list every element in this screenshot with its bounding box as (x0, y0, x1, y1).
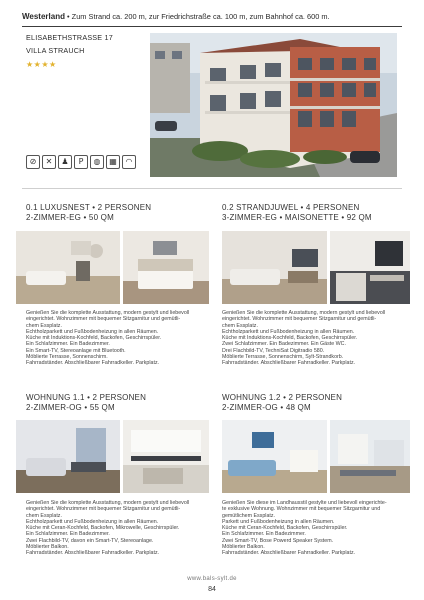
description-line: Genießen Sie diese im Landhausstil gestylte und liebevoll eingerichte- (222, 500, 387, 506)
description-line: Fahrradständer. Abschließbarer Fahrradkeller. Parkplatz. (222, 360, 356, 367)
location-name: Westerland (22, 12, 65, 21)
description-line: Möblierter Balkon. (222, 544, 265, 551)
unit-photos (16, 231, 209, 304)
unit-description (26, 500, 216, 557)
description-line: Küche mit Ceran-Kochfeld, Backofen, Geschirrspüler. (222, 525, 348, 532)
unit-title: 0.2 STRANDJUWEL • 4 PERSONEN (222, 203, 360, 212)
property-name: VILLA STRAUCH (26, 46, 85, 55)
unit-photos (222, 420, 410, 493)
dishwasher-icon: ▦ (106, 155, 120, 169)
unit-title: WOHNUNG 1.1 • 2 PERSONEN (26, 393, 147, 402)
description-line: Echtholzparkett und Fußbodenheizung in allen Räumen. (26, 518, 159, 525)
description-line: Fahrradständer. Abschließbarer Fahrradkeller. Parkplatz. (222, 550, 356, 557)
no-pets-icon: ✕ (42, 155, 56, 169)
wifi-icon: ◠ (122, 155, 136, 169)
unit-title: 0.1 LUXUSNEST • 2 PERSONEN (26, 203, 152, 212)
unit-subtitle: 2-ZIMMER-EG • 50 QM (26, 213, 114, 222)
description-line: Küche mit Induktions-Kochfeld, Backofen, Geschirrspüler. (26, 335, 162, 342)
description-line: eingerichtet. Wohnzimmer mit bequemer Sitzgarnitur und gemütli- (26, 316, 181, 323)
description-line: Zwei Schlafzimmer. Ein Badezimmer. Ein Gäste WC. (222, 341, 346, 348)
description-line: Echtholzparkett und Fußbodenheizung in allen Räumen. (26, 328, 159, 335)
description-line: Ein Schlafzimmer. Ein Badezimmer. (26, 531, 110, 538)
description-line: Ein Schlafzimmer. Ein Badezimmer. (222, 531, 306, 538)
washing-machine-icon: ◍ (90, 155, 104, 169)
no-smoking-icon: ⊘ (26, 155, 40, 169)
kitchen-photo (330, 420, 410, 493)
description-line: Ein Smart-TV, Stereoanlage mit Bluetooth. (26, 347, 126, 354)
description-line: Küche mit Induktions-Kochfeld, Backofen, Geschirrspüler. (222, 335, 358, 342)
description-line: Drei Flachbild-TV, TechniSat Digitradio 580. (222, 347, 325, 354)
amenity-icons (26, 155, 136, 169)
description-line: Fahrradständer. Abschließbarer Fahrradkeller. Parkplatz. (26, 550, 160, 557)
header-divider (22, 26, 402, 27)
unit-description (26, 310, 216, 367)
description-line: Möblierte Terrasse, Sonnenschirm, Sylt-Strandkorb. (222, 354, 344, 361)
description-line: Ein Schlafzimmer. Ein Badezimmer. (26, 341, 110, 348)
description-line: te exklusive Wohnung. Wohnzimmer mit bequemer Sitzgarnitur und (222, 506, 381, 513)
unit-subtitle: 2-ZIMMER-OG • 48 QM (222, 403, 311, 412)
location-distances: • Zum Strand ca. 200 m, zur Friedrichstraße ca. 100 m, zum Bahnhof ca. 600 m. (64, 12, 330, 21)
unit-description (222, 310, 412, 367)
living-room-photo (222, 420, 327, 493)
website-url[interactable]: www.bals-sylt.de (187, 576, 237, 582)
description-line: Parkett und Fußbodenheizung in allen Räumen. (222, 518, 335, 525)
description-line: eingerichtet. Wohnzimmer mit bequemer Sitzgarnitur und gemütli- (26, 506, 181, 513)
description-line: chem Essplatz. (222, 322, 258, 329)
section-divider (22, 188, 402, 189)
unit-subtitle: 2-ZIMMER-OG • 55 QM (26, 403, 115, 412)
unit-title: WOHNUNG 1.2 • 2 PERSONEN (222, 393, 343, 402)
description-line: Küche mit Ceran-Kochfeld, Backofen, Mikrowelle, Geschirrspüler. (26, 525, 180, 532)
property-address: ELISABETHSTRASSE 17 (26, 33, 113, 42)
description-line: Möblierter Balkon. (26, 544, 69, 551)
description-line: Fahrradständer. Abschließbarer Fahrradkeller. Parkplatz. (26, 360, 160, 367)
living-room-photo (16, 231, 120, 304)
description-line: Zwei Flachbild-TV, davon ein Smart-TV, Stereoanlage. (26, 537, 154, 544)
description-line: Genießen Sie die komplette Ausstattung, modern gestylt und liebevoll (26, 500, 190, 506)
bedroom-photo (123, 231, 209, 304)
description-line: Echtholzparkett und Fußbodenheizung in allen Räumen. (222, 328, 355, 335)
living-room-photo (222, 231, 327, 304)
living-room-photo (16, 420, 120, 493)
unit-photos (16, 420, 209, 493)
description-line: chem Essplatz. (26, 322, 62, 329)
parking-icon: P (74, 155, 88, 169)
description-line: Möblierte Terrasse, Sonnenschirm. (26, 354, 108, 361)
description-line: Genießen Sie die komplette Ausstattung, modern gestylt und liebevoll (222, 310, 386, 316)
kitchen-photo (123, 420, 209, 493)
description-line: gemütlichem Essplatz. (222, 512, 275, 519)
unit-photos (222, 231, 410, 304)
description-line: Zwei Smart-TV, Bose Powerd Speaker System. (222, 537, 334, 544)
page-number: 84 (208, 586, 216, 593)
unit-description (222, 500, 412, 557)
description-line: eingerichtet. Wohnzimmer mit bequemer Sitzgarnitur und gemütli- (222, 316, 377, 323)
page-header (22, 10, 402, 26)
description-line: Genießen Sie die komplette Ausstattung, modern gestylt und liebevoll (26, 310, 190, 316)
description-line: chem Essplatz. (26, 512, 62, 519)
star-rating: ★★★★ (26, 60, 57, 69)
unit-subtitle: 3-ZIMMER-EG • MAISONETTE • 92 QM (222, 213, 372, 222)
building-photo (150, 33, 397, 177)
family-icon: ♟ (58, 155, 72, 169)
kitchen-photo (330, 231, 410, 304)
